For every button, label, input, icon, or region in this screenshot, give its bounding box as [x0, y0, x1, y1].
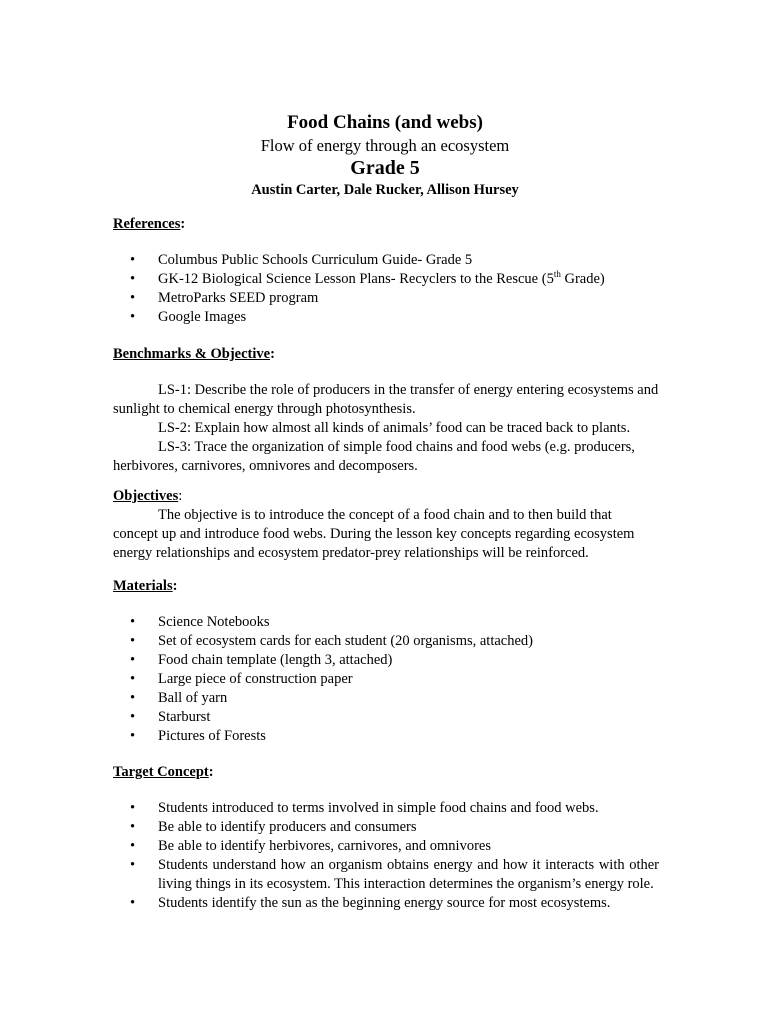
list-item: • Students identify the sun as the beginning energy source for most ecosystems. — [113, 894, 659, 913]
list-item: • MetroParks SEED program — [113, 289, 659, 308]
target-concept-list — [113, 799, 659, 913]
list-item: • Columbus Public Schools Curriculum Guide- Grade 5 — [113, 251, 659, 270]
list-item: • Google Images — [113, 308, 659, 327]
list-item: • Pictures of Forests — [113, 727, 659, 746]
list-item: • Starburst — [113, 708, 659, 727]
objectives-section — [113, 487, 659, 563]
list-item: • Set of ecosystem cards for each student (20 organisms, attached) — [113, 632, 659, 651]
materials-section — [113, 577, 659, 746]
materials-heading: Materials: — [113, 578, 178, 594]
references-list — [113, 251, 659, 327]
list-item: • Science Notebooks — [113, 613, 659, 632]
list-item: • Students understand how an organism obtains energy and how it interacts with other living things in its ecosystem. This interaction determines the organism’s energy role. — [113, 856, 659, 894]
document-title: Food Chains (and webs) — [287, 112, 483, 133]
document-subtitle: Flow of energy through an ecosystem — [260, 136, 510, 155]
list-item: • Students introduced to terms involved in simple food chains and food webs. — [113, 799, 659, 818]
benchmark-ls1: LS-1: Describe the role of producers in the transfer of energy entering ecosystems and sunlight to chemical energy through photosynthesis. — [113, 382, 659, 417]
references-section — [113, 215, 659, 327]
authors: Austin Carter, Dale Rucker, Allison Hursey — [251, 182, 519, 198]
benchmark-ls3: LS-3: Trace the organization of simple food chains and food webs (e.g. producers, herbivores, carnivores, omnivores and decomposers. — [113, 439, 635, 474]
list-item: • Large piece of construction paper — [113, 670, 659, 689]
objectives-heading: Objectives: — [113, 488, 183, 504]
list-item: • GK-12 Biological Science Lesson Plans- Recyclers to the Rescue (5th Grade) — [113, 270, 659, 289]
references-heading: References: — [113, 216, 186, 232]
benchmarks-section — [113, 345, 659, 476]
list-item: • Food chain template (length 3, attached) — [113, 651, 659, 670]
grade-level: Grade 5 — [350, 157, 420, 179]
list-item: • Ball of yarn — [113, 689, 659, 708]
benchmarks-heading: Benchmarks & Objective: — [113, 346, 275, 362]
target-concept-section — [113, 763, 659, 913]
target-concept-heading: Target Concept: — [113, 764, 214, 780]
objectives-text: The objective is to introduce the concept of a food chain and to then build that concept up and introduce food webs. During the lesson key concepts regarding ecosystem energy relationships and ecosystem predator-prey relationships will be reinforced. — [113, 507, 635, 561]
materials-list — [113, 613, 659, 746]
list-item: • Be able to identify producers and consumers — [113, 818, 659, 837]
superscript: th — [553, 269, 561, 280]
list-item: • Be able to identify herbivores, carnivores, and omnivores — [113, 837, 659, 856]
benchmark-ls2: LS-2: Explain how almost all kinds of animals’ food can be traced back to plants. — [158, 420, 631, 436]
